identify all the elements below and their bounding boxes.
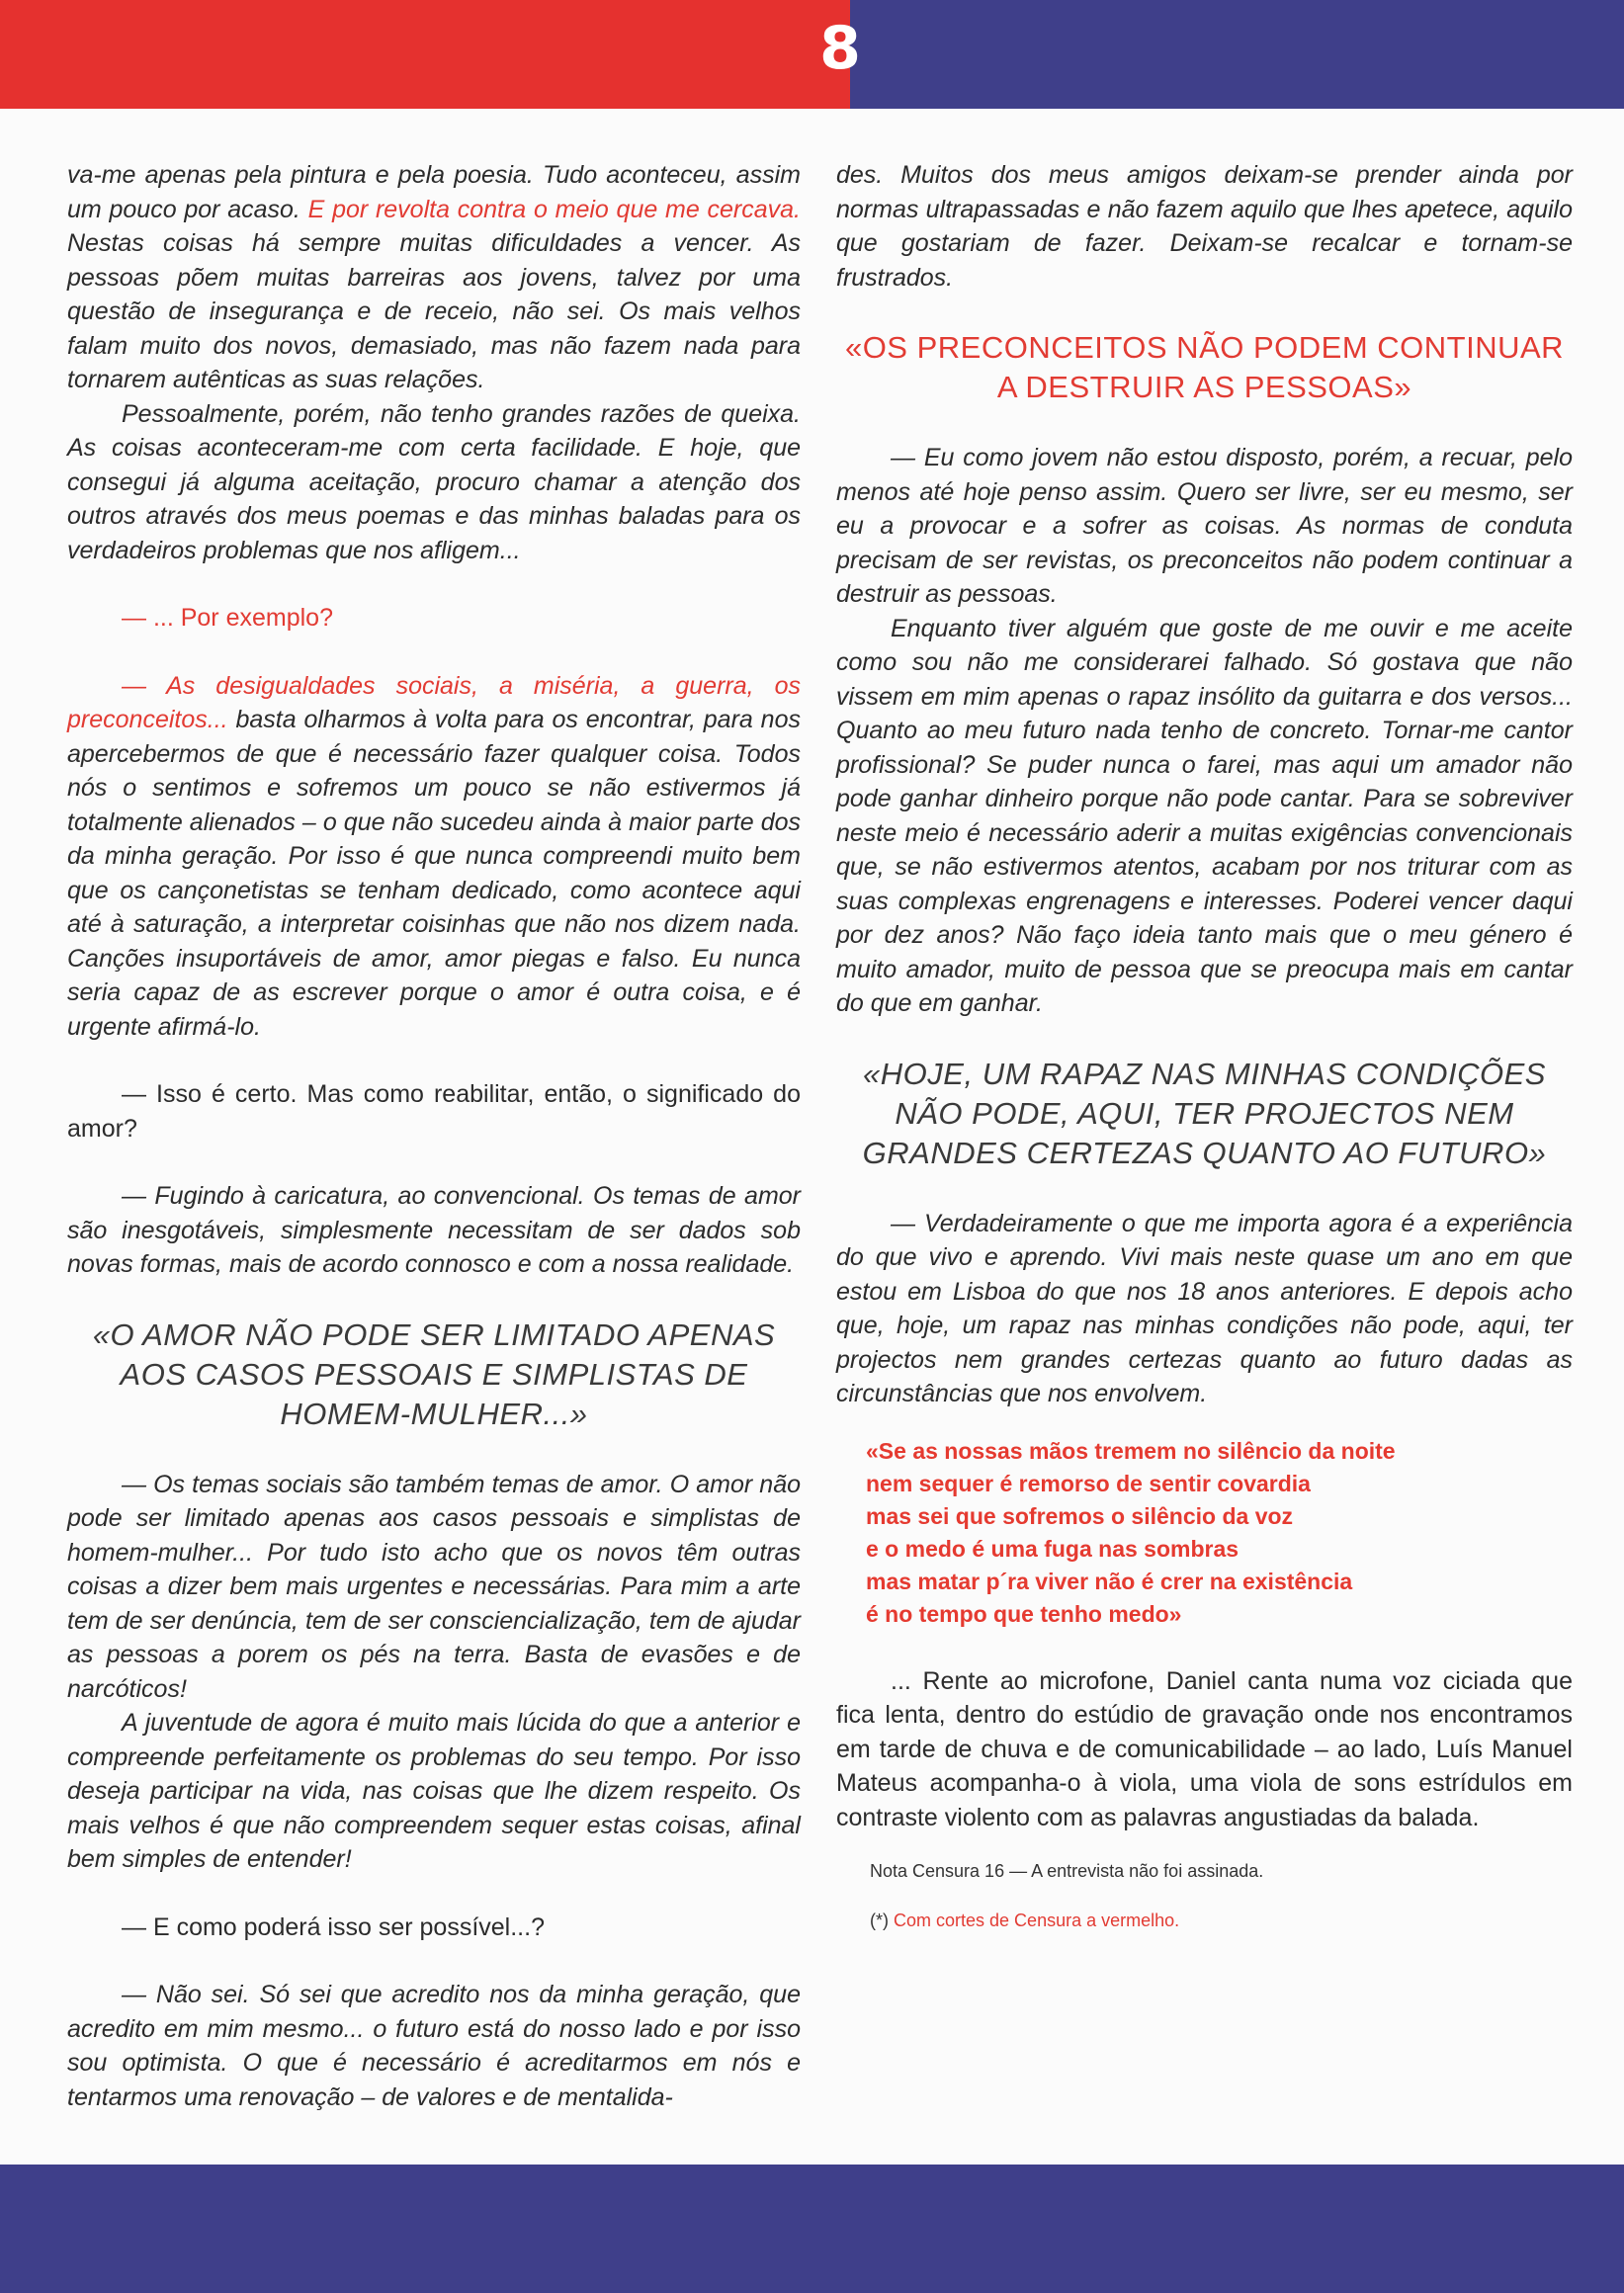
question: — E como poderá isso ser possível...? (122, 1912, 545, 1941)
poem-line: mas sei que sofremos o silêncio da voz (866, 1502, 1294, 1529)
poem-line: e o medo é uma fuga nas sombras (866, 1535, 1239, 1562)
text-span: Nestas coisas há sempre muitas dificuldades a vencer. As pessoas põem muitas barreiras aos jovens, talvez por uma questão de insegurança e de receio, não sei. Os mais velhos falam muito dos novos, demasiado, mas não fazem nada para tornarem autênticas as suas relações. (67, 229, 801, 393)
section-heading: «O AMOR NÃO PODE SER LIMITADO APENAS AOS CASOS PESSOAIS E SIMPLISTAS DE HOMEM-MULHER...» (92, 1316, 776, 1431)
text-span: basta olharmos à volta para os encontrar, para nos apercebermos de que é necessário fazer qualquer coisa. Todos nós o sentimos e sofremos um pouco se não estivermos já totalmente alienados – o que não sucedeu ainda à maior parte dos da minha geração. Por isso é que nunca compreendi muito bem que os cançonetistas se tenham dedicado, como acontece aqui até à saturação, a interpretar coisinhas que não nos dizem nada. Canções insuportáveis de amor, amor piegas e falso. Eu nunca seria capaz de as escrever porque o amor é outra coisa, e é urgente afirmá-lo. (67, 706, 801, 1041)
censored-text: Com cortes de Censura a vermelho. (894, 1911, 1180, 1930)
answer: — Verdadeiramente o que me importa agora é a experiência do que vivo e aprendo. Vivi mais neste quase um ano em que estou em Lisboa do que nos 18 anos anteriores. E depois acho que, hoje, um rapaz nas minhas condições não pode, aqui, ter projectos nem grandes certezas quanto ao futuro dadas as circunstâncias que nos envolvem. (836, 1209, 1573, 1407)
poem-quote (866, 1435, 1573, 1631)
question: — ... Por exemplo? (122, 604, 333, 632)
poem-line: é no tempo que tenho medo» (866, 1600, 1182, 1627)
section-heading: «OS PRECONCEITOS NÃO PODEM CONTINUAR A DESTRUIR AS PESSOAS» (844, 330, 1565, 404)
page-number: 8 (819, 14, 861, 83)
censored-text: E por revolta contra o meio que me cercava. (307, 195, 801, 223)
header-blue-band (850, 0, 1624, 109)
answer (67, 669, 801, 1045)
text-span: va-me apenas pela pintura e pela poesia. Tudo aconteceu, assim um pouco por acaso. (67, 161, 801, 223)
paragraph: des. Muitos dos meus amigos deixam-se prender ainda por normas ultrapassadas e não fazem aquilo que lhes apetece, aquilo que gostariam de fazer. Deixam-se recalcar e tornam-se frustrados. (836, 161, 1573, 292)
footnote (870, 1908, 1573, 1933)
section-heading: «HOJE, UM RAPAZ NAS MINHAS CONDIÇÕES NÃO PODE, AQUI, TER PROJECTOS NEM GRANDES CERTEZAS QUANTO AO FUTURO» (862, 1056, 1547, 1170)
paragraph: Enquanto tiver alguém que goste de me ouvir e me aceite como sou não me considerarei falhado. Só gostava que não vissem em mim apenas o rapaz insólito da guitarra e dos versos... Quanto ao meu futuro nada tenho de concreto. Tornar-me cantor profissional? Se puder nunca o farei, mas aqui um amador não pode ganhar dinheiro porque não pode cantar. Para se sobreviver neste meio é necessário aderir a muitas exigências convencionais que, se não estivermos atentos, acabam por nos triturar com as suas complexas engrenagens e interesses. Poderei vencer daqui por dez anos? Não faço ideia tanto mais que o meu género é muito amador, muito de pessoa que se preocupa mais em cantar do que em ganhar. (836, 614, 1573, 1017)
footnote-mark: (*) (870, 1911, 889, 1930)
question: — Isso é certo. Mas como reabilitar, então, o significado do amor? (67, 1080, 801, 1143)
answer: — Fugindo à caricatura, ao convencional. Os temas de amor são inesgotáveis, simplesmente necessitam de ser dados sob novas formas, mais de acordo connosco e com a nossa realidade. (67, 1182, 801, 1278)
footer-blue-band (0, 2165, 1624, 2293)
poem-line: mas matar p´ra viver não é crer na existência (866, 1568, 1353, 1594)
header-red-band (0, 0, 850, 109)
paragraph: ... Rente ao microfone, Daniel canta numa voz ciciada que fica lenta, dentro do estúdio de gravação onde nos encontramos em tarde de chuva e de comunicabilidade – ao lado, Luís Manuel Mateus acompanha-o à viola, uma viola de sons estrídulos em contraste violento com as palavras angustiadas da balada. (836, 1666, 1573, 1831)
paragraph: Pessoalmente, porém, não tenho grandes razões de queixa. As coisas aconteceram-me com certa facilidade. E hoje, que consegui já alguma aceitação, procuro chamar a atenção dos outros através dos meus poemas e das minhas baladas para os verdadeiros problemas que nos afligem... (67, 399, 801, 564)
answer: — Eu como jovem não estou disposto, porém, a recuar, pelo menos até hoje penso assim. Quero ser livre, ser eu mesmo, ser eu a provocar e a sofrer as coisas. As normas de conduta precisam de ser revistas, os preconceitos não podem continuar a destruir as pessoas. (836, 444, 1573, 608)
left-column (67, 158, 801, 2114)
paragraph: A juventude de agora é muito mais lúcida do que a anterior e compreende perfeitamente os problemas do seu tempo. Por isso deseja participar na vida, nas coisas que lhe dizem respeito. Os mais velhos é que não compreendem sequer estas coisas, afinal bem simples de entender! (67, 1709, 801, 1873)
censorship-note: Nota Censura 16 — A entrevista não foi assinada. (870, 1861, 1264, 1881)
poem-line: «Se as nossas mãos tremem no silêncio da noite (866, 1437, 1396, 1464)
answer: — Não sei. Só sei que acredito nos da minha geração, que acredito em mim mesmo... o futuro está do nosso lado e por isso sou optimista. O que é necessário é acreditarmos em nós e tentarmos uma renovação – de valores e de mentalida- (67, 1981, 801, 2111)
censored-text: — As desigualdades sociais, a miséria, a guerra, os preconceitos... (67, 671, 801, 733)
right-column (836, 158, 1573, 1933)
paragraph (67, 158, 801, 397)
answer: — Os temas sociais são também temas de amor. O amor não pode ser limitado apenas aos casos pessoais e simplistas de homem-mulher... Por tudo isto acho que os novos têm outras coisas a dizer bem mais urgentes e necessárias. Para mim a arte tem de ser denúncia, tem de ser consciencialização, tem de ajudar as pessoas a porem os pés na terra. Basta de evasões e de narcóticos! (67, 1470, 801, 1703)
poem-line: nem sequer é remorso de sentir covardia (866, 1470, 1311, 1496)
